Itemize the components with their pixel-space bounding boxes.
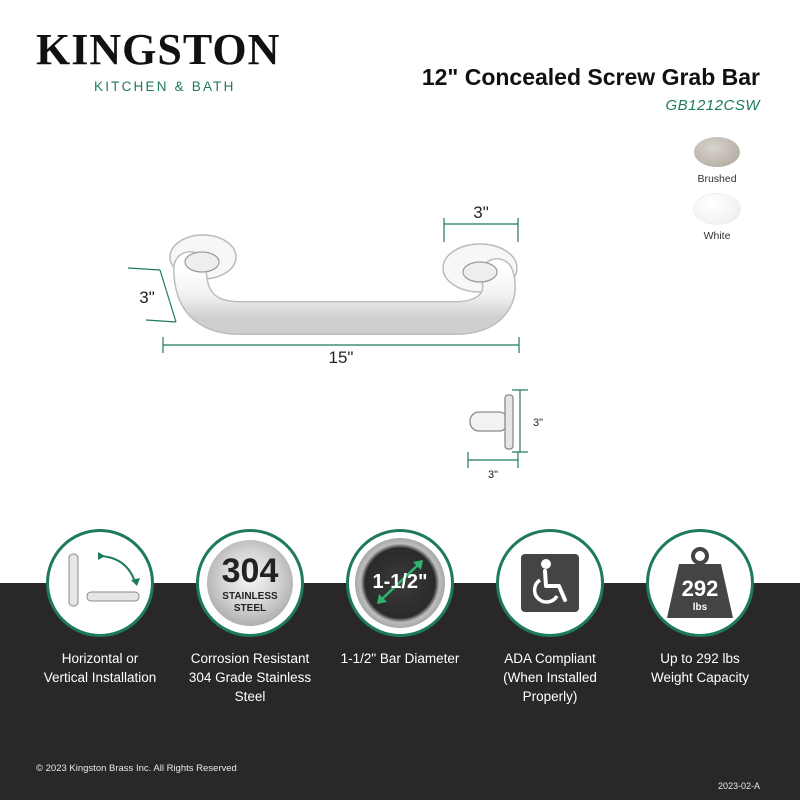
feature-label-installation: Horizontal or Vertical Installation xyxy=(43,651,157,685)
grab-bar-image xyxy=(170,235,517,318)
weight-icon xyxy=(646,529,754,637)
finish-label-brushed: Brushed xyxy=(697,173,737,185)
dim-projection: 3" xyxy=(139,288,155,307)
feature-steel xyxy=(175,529,325,706)
dim-side-depth: 3" xyxy=(487,469,499,481)
finish-label-white: White xyxy=(703,230,731,242)
wheelchair-icon xyxy=(496,529,604,637)
weight-badge-number: 292 xyxy=(681,576,719,601)
document-code: 2023-02-A xyxy=(717,781,760,791)
dim-flange-width: 3" xyxy=(473,203,489,222)
diameter-badge-text: 1-1/2" xyxy=(372,571,428,593)
feature-label-ada: ADA Compliant (When Installed Properly) xyxy=(503,651,597,704)
diameter-icon xyxy=(346,529,454,637)
product-model: GB1212CSW xyxy=(665,97,760,114)
brand-name: KINGSTON xyxy=(36,25,281,74)
steel-disc-icon xyxy=(196,529,304,637)
dim-overall-length: 15" xyxy=(328,348,354,367)
copyright-text: © 2023 Kingston Brass Inc. All Rights Reserved xyxy=(36,763,237,774)
feature-label-weight: Up to 292 lbs Weight Capacity xyxy=(650,651,750,685)
feature-diameter xyxy=(325,529,475,668)
side-profile-image xyxy=(470,395,513,449)
feature-installation xyxy=(25,529,175,687)
dim-side-height: 3" xyxy=(532,417,544,429)
product-title: 12" Concealed Screw Grab Bar xyxy=(421,64,760,90)
steel-badge-number: 304 xyxy=(221,552,279,590)
brand-tagline: KITCHEN & BATH xyxy=(94,79,236,94)
feature-label-steel: Corrosion Resistant 304 Grade Stainless Steel xyxy=(188,651,312,704)
feature-weight xyxy=(625,529,775,687)
feature-label-diameter: 1-1/2" Bar Diameter xyxy=(340,651,460,666)
steel-badge-text: STAINLESS STEEL xyxy=(222,591,278,614)
feature-ada xyxy=(475,529,625,706)
rotate-orientation-icon xyxy=(46,529,154,637)
weight-badge-unit: lbs xyxy=(692,602,708,613)
